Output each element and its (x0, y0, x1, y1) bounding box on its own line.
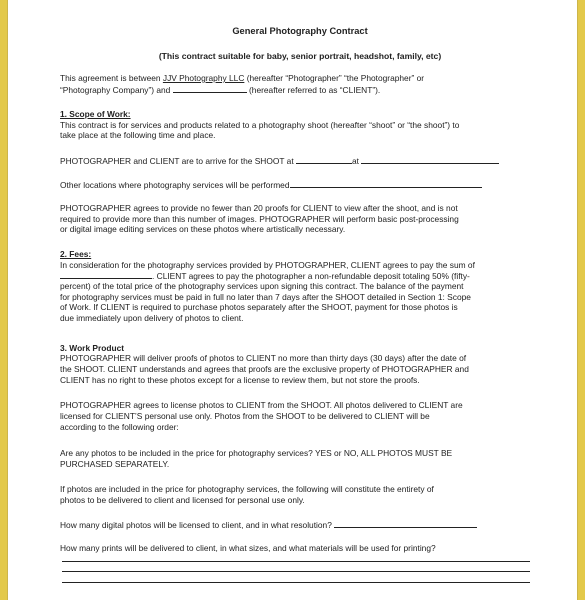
s3-paragraph-line: PHOTOGRAPHER will deliver proofs of photos to CLIENT no more than thirty days (30 days) after the date of (60, 353, 467, 363)
answer-line[interactable] (62, 582, 530, 583)
s3-paragraph-line: CLIENT has no right to these photos except for a license to review them, but not store the proofs. (60, 375, 420, 385)
digital-photos-blank[interactable] (334, 519, 477, 528)
s1-paragraph-line: or digital image editing services on these photos where artistically necessary. (60, 224, 346, 234)
page-title: General Photography Contract (232, 26, 368, 36)
s2-paragraph-line: of Work. If CLIENT is required to purchase photos separately after the SHOOT, payment for those photos is (60, 302, 458, 312)
intro-line-2 (60, 84, 530, 95)
section-2-heading: 2. Fees: (60, 249, 92, 259)
company-name: JJV Photography LLC (162, 73, 245, 83)
prints-question-line: How many prints will be delivered to client, in what sizes, and what materials will be used for printing? (60, 543, 436, 553)
included-question-line: PURCHASED SEPARATELY. (60, 459, 170, 469)
s1-paragraph-line: PHOTOGRAPHER agrees to provide no fewer than 20 proofs for CLIENT to view after the shoot, and is not (60, 203, 458, 213)
page-subtitle: (This contract suitable for baby, senior portrait, headshot, family, etc) (158, 51, 442, 61)
other-locations-text: Other locations where photography services will be performed (60, 180, 290, 190)
fee-amount-blank[interactable] (60, 270, 152, 279)
client-name-blank[interactable] (173, 84, 247, 93)
included-question-line: Are any photos to be included in the price for photography services? YES or NO, ALL PHOTOS MUST BE (60, 448, 453, 458)
arrive-time-blank[interactable] (296, 155, 352, 164)
s2-paragraph-line: percent) of the total price of the photography services upon signing this contract. The balance of the payment (60, 281, 464, 291)
s1-paragraph-line: take place at the following time and place. (60, 130, 216, 140)
s3-paragraph-line: photos to be delivered to client and licensed for personal use only. (60, 495, 305, 505)
other-locations-blank[interactable] (290, 179, 482, 188)
s2-paragraph-line: In consideration for the photography services provided by PHOTOGRAPHER, CLIENT agrees to pay the sum of (60, 260, 475, 270)
intro-text: This agreement is between (60, 73, 163, 83)
digital-photos-line (60, 519, 530, 530)
page-frame (7, 0, 578, 600)
section-3-heading: 3. Work Product (60, 343, 125, 353)
s3-paragraph-line: licensed for CLIENT’S personal use only. Photos from the SHOOT to be delivered to CLIENT will be (60, 411, 430, 421)
answer-line[interactable] (62, 571, 530, 572)
s3-paragraph-line: If photos are included in the price for photography services, the following will constitute the entirety of (60, 484, 434, 494)
s1-paragraph-line: This contract is for services and products related to a photography shoot (hereafter “shoot” or “the shoot”) to (60, 120, 460, 130)
arrive-place-blank[interactable] (361, 155, 499, 164)
fee-text: . CLIENT agrees to pay the photographer a non-refundable deposit totaling 50% (fifty- (152, 271, 470, 281)
s2-paragraph-line: for photography services must be paid in full no later than 7 days after the SHOOT detailed in Section 1: Scope (60, 292, 471, 302)
s3-paragraph-line: PHOTOGRAPHER agrees to license photos to CLIENT from the SHOOT. All photos delivered to CLIENT are (60, 400, 463, 410)
s1-paragraph-line: required to provide more than this number of images. PHOTOGRAPHER will perform basic post-processing (60, 214, 459, 224)
other-locations-line (60, 179, 530, 190)
intro-text: (hereafter referred to as “CLIENT”). (246, 85, 381, 95)
s3-paragraph-line: according to the following order: (60, 422, 179, 432)
digital-photos-question: How many digital photos will be licensed to client, and in what resolution? (60, 520, 335, 530)
answer-line[interactable] (62, 561, 530, 562)
intro-line-1 (60, 73, 530, 83)
arrive-line (60, 155, 530, 166)
fee-line (60, 270, 530, 281)
intro-text: “Photography Company”) and (60, 85, 173, 95)
arrive-text: PHOTOGRAPHER and CLIENT are to arrive for the SHOOT at (60, 156, 296, 166)
arrive-at-text: at (351, 156, 362, 166)
section-1-heading: 1. Scope of Work: (60, 109, 131, 119)
s3-paragraph-line: the SHOOT. CLIENT understands and agrees that proofs are the exclusive property of PHOTOGRAPHER and (60, 364, 469, 374)
intro-text: (hereafter “Photographer” “the Photographer” or (244, 73, 425, 83)
s2-paragraph-line: due immediately upon delivery of photos to client. (60, 313, 244, 323)
